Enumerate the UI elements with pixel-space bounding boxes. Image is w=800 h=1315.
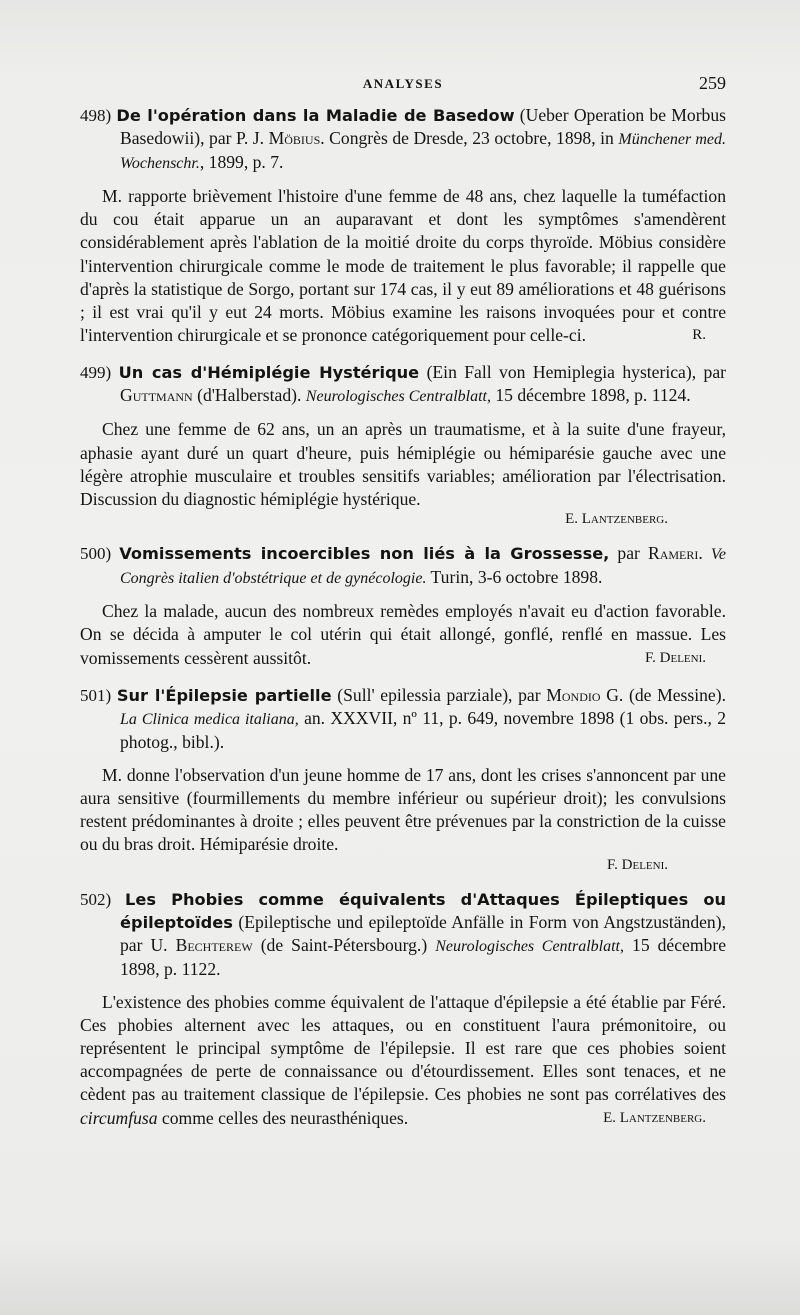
entry-reference: (Ueber Operation be Morbus Basedowii), par P. J.	[120, 105, 726, 148]
entry-abstract: M. donne l'observation d'un jeune homme de 17 ans, dont les crises s'annoncent par une aura sensitive (fourmillements du membre inférieur ou supérieur droit); les convulsions restent prédominantes à droite ; elles peuvent être prévenues par la constriction de la cuisse ou du bras droit. Hémiparésie droite.	[80, 764, 726, 855]
running-title: ANALYSES	[362, 76, 444, 91]
entry-signature: E. Lantzenberg.	[565, 511, 668, 528]
entry-heading	[80, 888, 726, 981]
page-number: 259	[699, 73, 726, 93]
entry-499	[80, 361, 726, 528]
entry-reference: 15 décembre 1898, p. 1122.	[120, 934, 726, 979]
entry-reference: par	[609, 543, 648, 564]
entry-author: Rameri.	[647, 543, 703, 564]
entry-reference: (Sull' epilessia parziale), par	[331, 684, 547, 705]
entry-journal: La Clinica medica italiana,	[120, 710, 299, 728]
entry-heading	[80, 104, 726, 175]
entry-signature: F. Deleni.	[645, 649, 706, 666]
entry-reference: (de Saint-Pétersbourg.)	[252, 934, 436, 955]
entry-abstract	[80, 991, 726, 1130]
entry-heading	[80, 684, 726, 754]
entry-number: 500)	[80, 544, 112, 564]
entry-reference: , 1899, p. 7.	[199, 152, 284, 172]
entry-journal: Neurologisches Centralblatt,	[435, 937, 624, 955]
entry-heading	[80, 542, 726, 590]
entry-reference: (Epileptische und epileptoïde Anfälle in Form von Angstzuständen), par U.	[120, 911, 726, 955]
text-block	[80, 70, 726, 1144]
entry-500	[80, 542, 726, 670]
entry-reference: (de Messine).	[623, 684, 726, 705]
entry-reference: (d'Halberstad).	[192, 385, 306, 406]
entry-reference: 15 décembre 1898, p. 1124.	[490, 385, 691, 406]
entry-number: 501)	[80, 685, 112, 705]
running-head	[80, 70, 726, 100]
entry-signature: F. Deleni.	[607, 856, 668, 873]
entry-reference: Turin, 3-6 octobre 1898.	[426, 567, 603, 588]
entry-abstract	[80, 600, 726, 670]
entry-journal: Neurologisches Centralblatt,	[305, 388, 491, 406]
entry-number: 498)	[80, 106, 112, 125]
entry-abstract	[80, 185, 726, 347]
entry-502	[80, 888, 726, 1130]
abstract-italic-term: circumfusa	[80, 1107, 158, 1128]
entry-author: Mondio G.	[546, 684, 624, 705]
entry-author: Möbius	[268, 128, 321, 148]
entry-journal: Münchener med. Wochenschr.	[120, 131, 727, 172]
entry-author: Bechterew	[175, 934, 253, 955]
entry-journal: Ve Congrès italien d'obstétrique et de gynécologie.	[120, 546, 726, 588]
entry-reference	[703, 543, 711, 563]
entry-498	[80, 104, 726, 347]
entry-reference: an. XXXVII, nº 11, p. 649, novembre 1898 (1 obs. pers., 2 photog., bibl.).	[120, 707, 726, 752]
entry-author: Guttmann	[120, 385, 193, 406]
entry-number: 499)	[80, 363, 112, 383]
entry-title: Un cas d'Hémiplégie Hystérique	[118, 363, 420, 383]
entry-reference: (Ein Fall von Hemiplegia hysterica), par	[419, 362, 726, 383]
entry-heading	[80, 361, 726, 408]
entry-number: 502)	[80, 889, 112, 909]
abstract-text: L'existence des phobies comme équivalent de l'attaque d'épilepsie a été établie par Féré. Ces phobies alternent avec les attaques, ou en constituent l'aura prémonitoire, ou représentent le principal symptôme de l'épilepsie. Il est rare que ces phobies soient accompagnées de perte de connaissance ou d'étourdissement. Elles sont tenaces, et ne cèdent pas au traitement classique de l'épilepsie. Ces phobies ne sont pas corrélatives des	[80, 991, 726, 1105]
abstract-text: comme celles des neurasthéniques.	[157, 1107, 409, 1128]
entry-title: Sur l'Épilepsie partielle	[116, 685, 332, 705]
entry-reference: . Congrès de Dresde, 23 octobre, 1898, in	[320, 128, 619, 148]
entry-501	[80, 684, 726, 874]
entry-title: Vomissements incoercibles non liés à la Grossesse,	[119, 544, 610, 564]
entry-title: De l'opération dans la Maladie de Basedow	[116, 106, 515, 125]
abstract-text: Chez la malade, aucun des nombreux remèdes employés n'avait eu d'action favorable. On se décida à amputer le col utérin qui était allongé, gonflé, renflé en massue. Les vomissements cessèrent aussitôt.	[80, 601, 726, 668]
entry-signature: E. Lantzenberg.	[603, 1109, 706, 1126]
entry-title: Les Phobies comme équivalents d'Attaques Épileptiques ou épileptoïdes	[120, 889, 726, 932]
entry-signature: R.	[692, 327, 706, 344]
entry-abstract: Chez une femme de 62 ans, un an après un traumatisme, et à la suite d'une frayeur, aphasie ayant duré un quart d'heure, puis hémiplégie ou hémiparésie gauche avec une légère atrophie musculaire et troubles sensitifs variables; amélioration par l'électrisation. Discussion du diagnostic hémiplégie hystérique.	[80, 419, 726, 510]
abstract-text: M. rapporte brièvement l'histoire d'une femme de 48 ans, chez laquelle la tuméfaction du cou était apparue un an auparavant et dont les symptômes s'amendèrent considérablement après l'ablation de la moitié droite du corps thyroïde. Möbius considère l'intervention chirurgicale comme le mode de traitement le plus favorable; il rappelle que d'après la statistique de Sorgo, portant sur 174 cas, il y eut 89 améliorations et 48 guérisons ; il est vrai qu'il y eut 24 morts. Möbius examine les raisons invoquées pour et contre l'intervention chirurgicale et se prononce catégoriquement pour celle-ci.	[80, 186, 726, 346]
